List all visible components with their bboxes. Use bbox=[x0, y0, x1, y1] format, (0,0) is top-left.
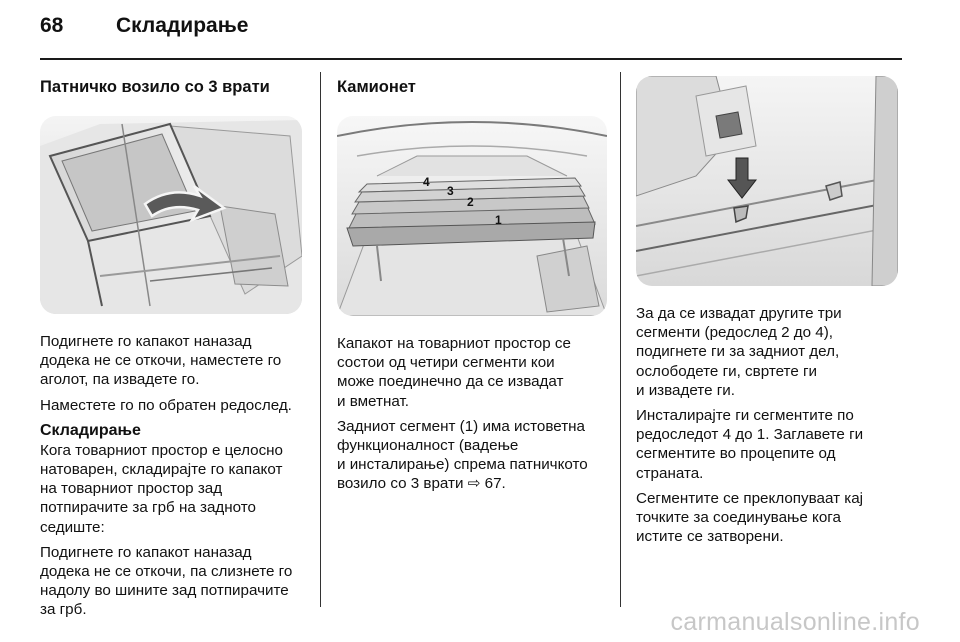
figure-segment-detail bbox=[636, 76, 898, 286]
watermark: carmanualsonline.info bbox=[670, 608, 920, 636]
illustration-segment-clip bbox=[636, 76, 898, 286]
column-1 bbox=[40, 76, 308, 626]
paragraph-4: Подигнете го капакот наназад додека не се откочи, па слизнете го надолу во шините зад потпирачите за грб. bbox=[40, 543, 293, 619]
paragraph-2: Наместете го по обратен редослед. bbox=[40, 396, 292, 414]
subheading-storage: Складирање bbox=[40, 421, 141, 439]
paragraph-1: Подигнете го капакот наназад додека не се откочи, наместете го аголот, па извадете го. bbox=[40, 333, 282, 389]
paragraph-8: Инсталирајте ги сегментите по редоследот 4 до 1. Заглавете ги сегментите во процепите од страната. bbox=[636, 407, 864, 482]
section-heading-3door: Патничко возило со 3 врати bbox=[40, 78, 270, 96]
section-heading-van: Камионет bbox=[337, 78, 416, 96]
page-number: 68 bbox=[40, 14, 64, 37]
segment-label-2: 2 bbox=[467, 195, 474, 209]
figure-van-cover-segments bbox=[337, 116, 607, 316]
paragraph-9: Сегментите се преклопуваат кај точките за соединување кога истите се затворени. bbox=[636, 489, 864, 546]
chapter-title: Складирање bbox=[116, 14, 249, 37]
column-divider-1 bbox=[320, 72, 321, 607]
header-rule bbox=[40, 58, 902, 60]
segment-label-4: 4 bbox=[423, 175, 430, 189]
paragraph-3: Кога товарниот простор е целосно натоварен, складирајте го капакот на товарниот простор зад потпирачите за грб на задното седиште: bbox=[40, 441, 283, 536]
paragraph-5: Капакот на товарниот простор се состои од четири сегменти кои може поединечно да се извадат и вметнат. bbox=[337, 335, 571, 410]
column-3 bbox=[636, 76, 902, 552]
segment-label-3: 3 bbox=[447, 184, 454, 198]
column-2 bbox=[337, 76, 607, 500]
paragraph-6: Задниот сегмент (1) има истоветна функционалност (вадење и инсталирање) спрема патничкото возило со 3 врати ⇨ 67. bbox=[337, 417, 588, 493]
figure-3door-cover-removal bbox=[40, 116, 302, 314]
segment-label-1: 1 bbox=[495, 213, 502, 227]
column-divider-2 bbox=[620, 72, 621, 607]
illustration-cargo-cover bbox=[40, 116, 302, 314]
illustration-cover-segments bbox=[337, 116, 607, 316]
paragraph-7: За да се извадат другите три сегменти (редослед 2 до 4), подигнете ги за задниот дел, ослободете ги, свртете ги и извадете ги. bbox=[636, 305, 842, 399]
